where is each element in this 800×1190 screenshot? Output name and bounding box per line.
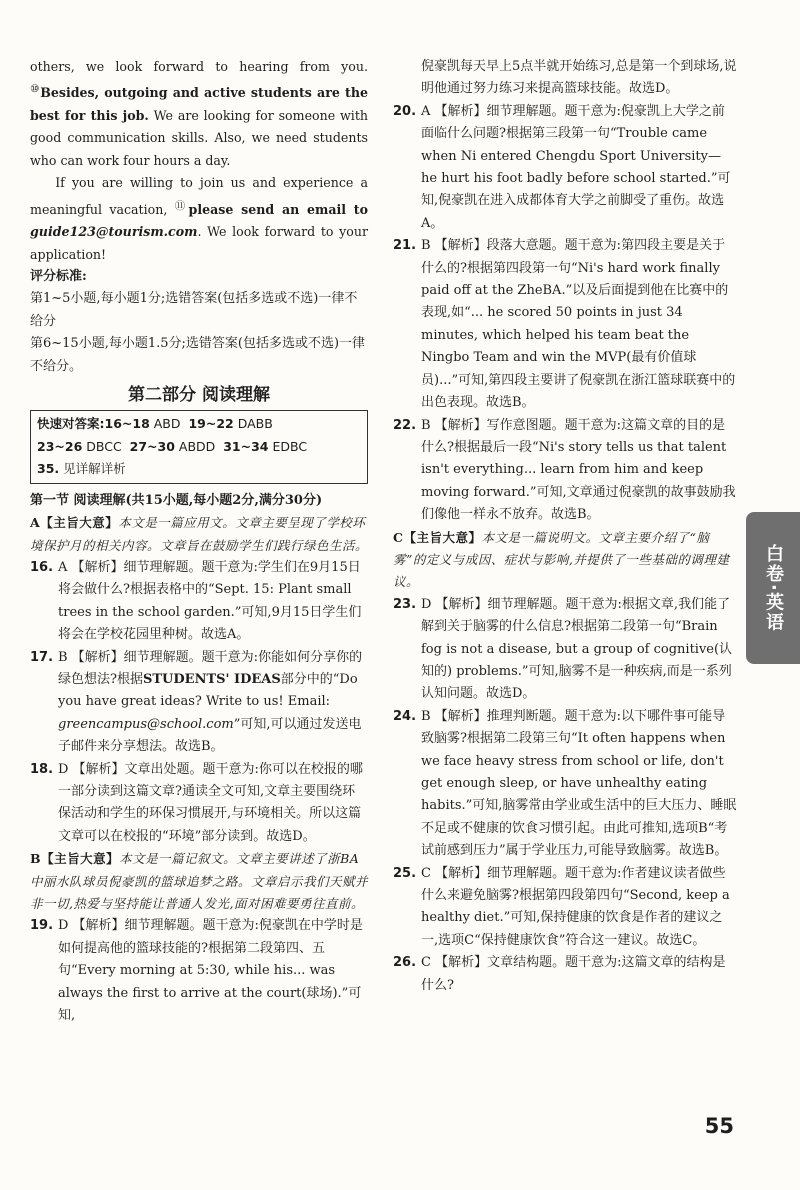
answer-23 <box>393 594 737 706</box>
passage-a-summary <box>30 512 368 557</box>
answers: EDBC <box>272 438 308 454</box>
answer-text: A 【解析】细节理解题。题干意为:学生们在9月15日将会做什么?根据表格中的“Sept. 15: Plant small trees in the school garden.”可知,9月15日学生们将会在学校花园里种树。故选A。 <box>58 559 362 643</box>
answer-text: A 【解析】细节理解题。题干意为:倪豪凯上大学之前面临什么问题?根据第三段第一句“Trouble came when Ni entered Chengdu Sport University—he hurt his foot badly before school started.”可知,倪豪凯在进入成都体育大学之前脚受了重伤。故选A。 <box>421 103 731 231</box>
answer-text: D 【解析】文章出处题。题干意为:你可以在校报的哪一部分读到这篇文章?通读全文可知,文章主要围绕环保活动和学生的环保习惯展开,与环境相关。所以这篇文章可以在校报的“环境”部分读到。故选D。 <box>58 761 363 844</box>
range: 16~18 <box>104 416 150 432</box>
page-number: 55 <box>704 1114 734 1138</box>
range: 27~30 <box>129 438 175 454</box>
question-number: 23. <box>393 596 417 612</box>
email-address: guide123@tourism.com <box>30 224 198 240</box>
text: others, we look forward to hearing from you. <box>30 59 368 74</box>
answers: DBCC <box>86 438 122 454</box>
answer-26 <box>393 952 737 997</box>
right-column <box>393 56 737 997</box>
answer-text: C 【解析】文章结构题。题干意为:这篇文章的结构是什么? <box>421 955 726 993</box>
score-title: 评分标准: <box>30 269 87 285</box>
question-number: 16. <box>30 559 54 575</box>
range: 23~26 <box>37 438 83 454</box>
side-tab-label: 白卷·英语 <box>763 543 784 633</box>
score-rule-2: 第6~15小题,每小题1.5分;选错答案(包括多选或不选)一律不给分。 <box>30 336 366 374</box>
answer-19 <box>30 915 368 1027</box>
question-number: 17. <box>30 649 54 665</box>
paragraph-email-1 <box>30 56 368 172</box>
sentence-mark: ⑩ <box>30 83 41 96</box>
text: We are looking for someone with good communication skills. Also, we need students who can work four hours a day. <box>30 108 368 168</box>
email-address: greencampus@school.com <box>58 716 234 732</box>
side-tab <box>746 512 800 664</box>
question-number: 24. <box>393 708 417 724</box>
score-rule-1: 第1~5小题,每小题1分;选错答案(包括多选或不选)一律不给分 <box>30 291 358 329</box>
summary-tag: A【主旨大意】 <box>30 515 119 531</box>
answer-text: B 【解析】段落大意题。题干意为:第四段主要是关于什么的?根据第四段第一句“Ni's hard work finally paid off at the ZheBA.”以及后面提到他在比赛中的表现,如“... he scored 50 points in just 34 minutes, which helped his team beat the Ningbo Team and win the MVP(最有价值球员)...”可知,第四段主要讲了倪豪凯在浙江篮球联赛中的出色表现。故选B。 <box>421 238 736 411</box>
text: If you are willing to join us and experience a meaningful vacation, <box>30 175 368 217</box>
summary-text: 本文是一篇记叙文。文章主要讲述了浙BA中丽水队球员倪豪凯的篮球追梦之路。文章启示我们天赋并非一切,热爱与坚持能让普通人发光,面对困难要勇往直前。 <box>30 851 369 911</box>
summary-text: 本文是一篇说明文。文章主要介绍了“脑雾”的定义与成因、症状与影响,并提供了一些基础的调理建议。 <box>393 529 730 590</box>
answer-19-continued: 倪豪凯每天早上5点半就开始练习,总是第一个到球场,说明他通过努力练习来提高篮球技能。故选D。 <box>421 59 737 97</box>
quick-label: 快速对答案: <box>37 416 105 432</box>
bold-text: please send an email to <box>188 201 368 217</box>
section-title: 第二部分 阅读理解 <box>128 385 270 406</box>
question-number: 19. <box>30 918 54 934</box>
text: . We look forward to your application! <box>30 224 368 262</box>
paragraph-email-2 <box>30 172 368 266</box>
quick-answers-box <box>30 410 368 483</box>
range: 19~22 <box>188 416 234 432</box>
answer-text: D 【解析】细节理解题。题干意为:根据文章,我们能了解到关于脑雾的什么信息?根据第二段第一句“Brain fog is not a disease, but a group of cognitive(认知的) problems.”可知,脑雾不是一种疾病,而是一系列认知问题。故选D。 <box>421 596 733 702</box>
range: 35. <box>37 461 60 477</box>
question-number: 25. <box>393 865 417 881</box>
range: 31~34 <box>223 438 269 454</box>
summary-tag: C【主旨大意】 <box>393 529 482 545</box>
answers: DABB <box>237 416 273 432</box>
answer-17 <box>30 647 368 759</box>
passage-c-summary <box>393 527 737 594</box>
answer-text: B 【解析】推理判断题。题干意为:以下哪件事可能导致脑雾?根据第二段第三句“It often happens when we face heavy stress from school or life, don't get enough sleep, or have unhealthy eating habits.”可知,脑雾常由学业或生活中的巨大压力、睡眠不足或不健康的饮食习惯引起。由此可推知,选项B“考试前感到压力”属于学业压力,可能导致脑雾。故选B。 <box>421 708 737 859</box>
answer-20 <box>393 101 737 235</box>
answer-21 <box>393 235 737 414</box>
answer-22 <box>393 415 737 527</box>
answers: ABDD <box>178 438 216 454</box>
passage-b-summary <box>30 848 368 915</box>
answer-text: D 【解析】细节理解题。题干意为:倪豪凯在中学时是如何提高他的篮球技能的?根据第二段第四、五句“Every morning at 5:30, while his... was always the first to arrive at the court(球场).”可知, <box>58 918 363 1024</box>
question-number: 20. <box>393 103 417 119</box>
question-number: 22. <box>393 417 417 433</box>
answer-18 <box>30 759 368 849</box>
answer-25 <box>393 863 737 953</box>
question-number: 18. <box>30 761 54 777</box>
summary-tag: B【主旨大意】 <box>30 851 120 867</box>
answer-text: C 【解析】细节理解题。题干意为:作者建议读者做些什么来避免脑雾?根据第四段第四句“Second, keep a healthy diet.”可知,保持健康的饮食是作者的建议之一,选项C“保持健康饮食”符合这一建议。故选C。 <box>421 865 730 948</box>
part-title: 第一节 阅读理解(共15小题,每小题2分,满分30分) <box>30 492 323 508</box>
sentence-mark: ⑪ <box>174 199 189 212</box>
answer-16 <box>30 557 368 647</box>
answers: 见详解详析 <box>63 461 126 477</box>
answer-text: B 【解析】写作意图题。题干意为:这篇文章的目的是什么?根据最后一段“Ni's story tells us that talent isn't everything... learn from him and keep moving forward.”可知,文章通过倪豪凯的故事鼓励我们像他一样永不放弃。故选B。 <box>421 417 736 523</box>
bold-text: Besides, outgoing and active students are the best for this job. <box>30 85 368 123</box>
left-column <box>30 56 368 1027</box>
answers: ABD <box>153 416 181 432</box>
answer-24 <box>393 706 737 863</box>
answer-text: 部分中的“Do you have great ideas? Write to us! Email: <box>58 671 358 710</box>
summary-text: 本文是一篇应用文。文章主要呈现了学校环境保护月的相关内容。文章旨在鼓励学生们践行绿色生活。 <box>30 515 369 553</box>
section-name: STUDENTS' IDEAS <box>142 671 281 687</box>
answer-text: B 【解析】细节理解题。题干意为:你能如何分享你的绿色想法?根据 <box>58 649 363 687</box>
question-number: 21. <box>393 238 417 254</box>
answer-text: ”可知,可以通过发送电子邮件来分享想法。故选B。 <box>58 716 362 755</box>
question-number: 26. <box>393 955 417 971</box>
